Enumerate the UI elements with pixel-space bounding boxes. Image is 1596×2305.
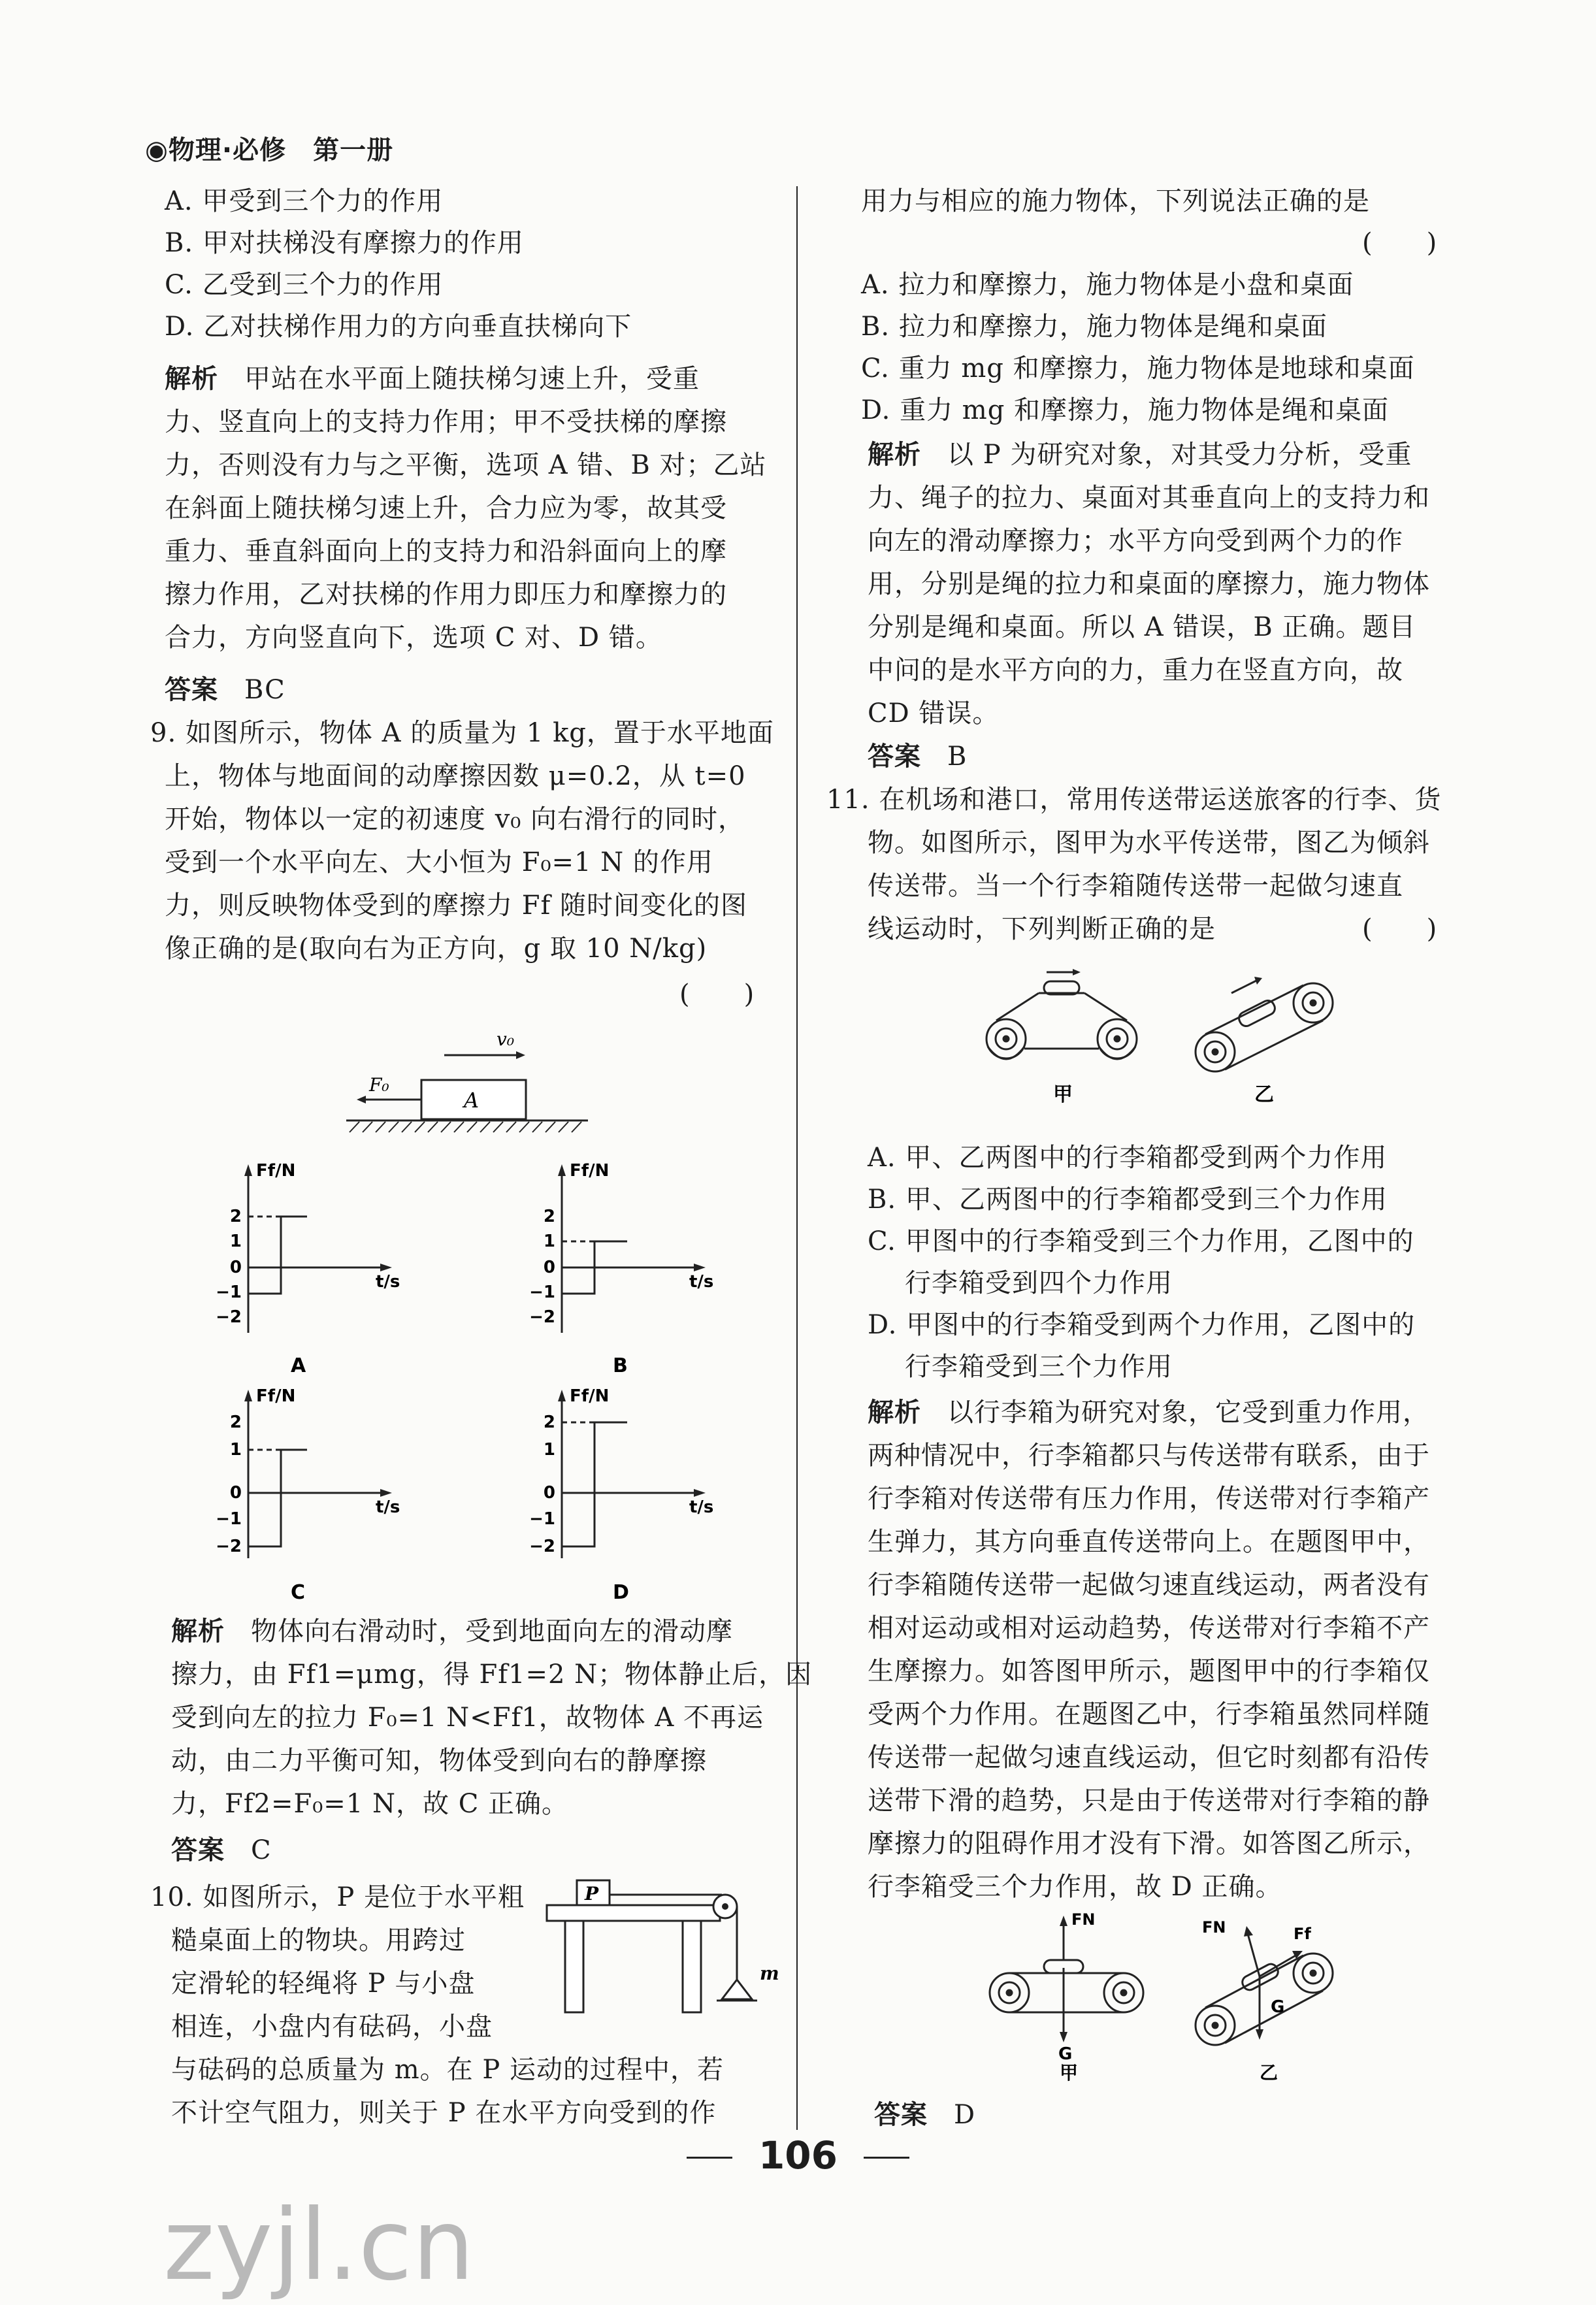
svg-text:−1: −1	[529, 1283, 555, 1302]
q11-analysis-line: 传送带一起做匀速直线运动，但它时刻都有沿传	[868, 1742, 1430, 1773]
svg-text:−2: −2	[216, 1307, 242, 1327]
analysis-label: 解析	[165, 364, 218, 394]
q8-analysis-line: 重力、垂直斜面向上的支持力和沿斜面向上的摩	[165, 536, 727, 566]
fig-label-yi: 乙	[1254, 1083, 1274, 1106]
force-g-label: G	[1271, 1997, 1285, 2017]
q11-analysis-line: 行李箱随传送带一起做匀速直线运动，两者没有	[868, 1570, 1430, 1600]
q11-option-c: C. 甲图中的行李箱受到三个力作用，乙图中的	[868, 1226, 1414, 1256]
q10-pulley-diagram	[539, 1875, 781, 2019]
q10-stem: 不计空气阻力，则关于 P 在水平方向受到的作	[171, 2098, 717, 2128]
q11-analysis-line: 相对运动或相对运动趋势，传送带对行李箱不产	[868, 1613, 1430, 1643]
q11-option-d: D. 甲图中的行李箱受到两个力作用，乙图中的	[868, 1310, 1416, 1340]
fig-label-jia: 甲	[1053, 1083, 1073, 1106]
svg-text:t/s: t/s	[689, 1497, 714, 1517]
svg-text:t/s: t/s	[376, 1497, 400, 1517]
q10-analysis-line: 向左的滑动摩擦力；水平方向受到两个力的作	[868, 526, 1403, 556]
v0-label: v₀	[497, 1028, 515, 1050]
q10-stem: 糙桌面上的物块。用跨过	[171, 1925, 466, 1955]
svg-text:−1: −1	[529, 1509, 555, 1529]
watermark: zyjl.cn	[163, 2189, 475, 2302]
block-a-label: A	[464, 1088, 480, 1113]
svg-text:0: 0	[229, 1258, 242, 1277]
q10-stem: 定滑轮的轻绳将 P 与小盘	[171, 1969, 476, 1999]
q8-analysis-line-1: 解析 甲站在水平面上随扶梯匀速上升，受重	[165, 364, 700, 394]
q11-analysis-line: 摩擦力的阻碍作用才没有下滑。如答图乙所示，	[868, 1829, 1430, 1859]
graph-a	[209, 1156, 400, 1379]
q10-option-a: A. 拉力和摩擦力，施力物体是小盘和桌面	[861, 270, 1354, 300]
graph-label-d: D	[613, 1581, 629, 1604]
svg-text:Ff/N: Ff/N	[570, 1161, 610, 1181]
block-p-label: P	[585, 1883, 599, 1904]
q11-force-diagram	[980, 1908, 1346, 2084]
q11-stem: 传送带。当一个行李箱随传送带一起做匀速直	[868, 871, 1403, 901]
q8-option-d: D. 乙对扶梯作用力的方向垂直扶梯向下	[165, 312, 632, 342]
q8-option-b: B. 甲对扶梯没有摩擦力的作用	[165, 228, 524, 258]
q8-option-c: C. 乙受到三个力的作用	[165, 270, 444, 300]
svg-text:1: 1	[543, 1440, 555, 1460]
f0-label: F₀	[369, 1074, 389, 1096]
q9-analysis-line: 受到向左的拉力 F₀=1 N<Ff1，故物体 A 不再运	[171, 1703, 764, 1733]
q9-stem: 开始，物体以一定的初速度 v₀ 向右滑行的同时，	[165, 804, 745, 834]
svg-text:2: 2	[229, 1413, 242, 1432]
svg-text:2: 2	[543, 1413, 555, 1432]
q8-analysis-line: 在斜面上随扶梯匀速上升，合力应为零，故其受	[165, 493, 727, 523]
svg-text:−2: −2	[216, 1537, 242, 1556]
q9-stem: 受到一个水平向左、大小恒为 F₀=1 N 的作用	[165, 847, 713, 877]
q11-analysis-line: 行李箱对传送带有压力作用，传送带对行李箱产	[868, 1484, 1430, 1514]
fig-label-jia: 甲	[1060, 2062, 1079, 2084]
q8-option-a: A. 甲受到三个力的作用	[165, 186, 444, 216]
graph-label-b: B	[613, 1354, 628, 1377]
q8-analysis-line: 力、竖直向上的支持力作用；甲不受扶梯的摩擦	[165, 407, 727, 437]
graph-label-a: A	[291, 1354, 306, 1377]
q11-analysis-line: 生弹力，其方向垂直传送带向上。在题图甲中，	[868, 1527, 1430, 1557]
q9-analysis-line: 动，由二力平衡可知，物体受到向右的静摩擦	[171, 1746, 707, 1776]
q11-analysis-line: 两种情况中，行李箱都只与传送带有联系，由于	[868, 1441, 1430, 1471]
svg-text:−2: −2	[529, 1537, 555, 1556]
axis-y-label: Ff/N	[256, 1161, 296, 1181]
running-header: ◉物理·必修 第一册	[145, 135, 394, 165]
q9-block-diagram	[340, 1022, 601, 1137]
q11-analysis-line: 生摩擦力。如答图甲所示，题图甲中的行李箱仅	[868, 1656, 1430, 1686]
q8-analysis-line: 合力，方向竖直向下，选项 C 对、D 错。	[165, 623, 662, 653]
q10-stem: 10. 如图所示，P 是位于水平粗	[150, 1882, 525, 1912]
q11-stem: 11. 在机场和港口，常用传送带运送旅客的行李、货	[826, 785, 1442, 815]
q10-stem: 与砝码的总质量为 m。在 P 运动的过程中，若	[171, 2055, 724, 2085]
q9-answer: 答案 C	[171, 1835, 272, 1865]
q8-analysis-line: 力，否则没有力与之平衡，选项 A 错、B 对；乙站	[165, 450, 767, 480]
svg-text:0: 0	[543, 1258, 555, 1277]
q10-analysis-line: CD 错误。	[868, 698, 1000, 728]
q10-analysis-line: 分别是绳和桌面。所以 A 错误，B 正确。题目	[868, 612, 1416, 642]
q8-analysis-line: 擦力作用，乙对扶梯的作用力即压力和摩擦力的	[165, 580, 727, 610]
q11-conveyor-diagram	[973, 967, 1359, 1124]
axis-x-label: t/s	[376, 1272, 400, 1292]
q10-analysis-line: 用，分别是绳的拉力和桌面的摩擦力，施力物体	[868, 569, 1430, 599]
q9-analysis-line: 擦力，由 Ff1=μmg，得 Ff1=2 N；物体静止后，因	[171, 1659, 813, 1690]
q10-stem: 相连，小盘内有砝码，小盘	[171, 2012, 493, 2042]
q10-option-b: B. 拉力和摩擦力，施力物体是绳和桌面	[861, 312, 1327, 342]
q11-analysis-line: 送带下滑的趋势，只是由于传送带对行李箱的静	[868, 1786, 1430, 1816]
svg-text:1: 1	[229, 1440, 242, 1460]
q11-analysis-line: 受两个力作用。在题图乙中，行李箱虽然同样随	[868, 1699, 1430, 1729]
svg-text:−1: −1	[216, 1283, 242, 1302]
q11-stem: 物。如图所示，图甲为水平传送带，图乙为倾斜	[868, 828, 1430, 858]
q10-analysis-line-1: 解析 以 P 为研究对象，对其受力分析，受重	[868, 440, 1412, 470]
graph-d	[523, 1382, 712, 1604]
q9-stem: 像正确的是(取向右为正方向，g 取 10 N/kg)	[165, 934, 708, 964]
q9-stem: 力，则反映物体受到的摩擦力 Ff 随时间变化的图	[165, 891, 747, 921]
q11-analysis-line-1: 解析 以行李箱为研究对象，它受到重力作用，	[868, 1398, 1429, 1428]
q10-option-d: D. 重力 mg 和摩擦力，施力物体是绳和桌面	[861, 395, 1390, 425]
graph-c	[209, 1382, 400, 1604]
q10-answer-paren: ( )	[1362, 228, 1438, 258]
svg-text:Ff/N: Ff/N	[256, 1386, 296, 1406]
q9-stem: 上，物体与地面间的动摩擦因数 μ=0.2，从 t=0	[165, 761, 746, 791]
svg-text:−1: −1	[216, 1509, 242, 1529]
ground-hatching	[350, 1122, 581, 1132]
q10-analysis-line: 力、绳子的拉力、桌面对其垂直向上的支持力和	[868, 483, 1430, 513]
q11-analysis-line: 行李箱受三个力作用，故 D 正确。	[868, 1872, 1282, 1902]
svg-text:Ff/N: Ff/N	[570, 1386, 610, 1406]
mass-m-label: m	[760, 1963, 779, 1984]
q11-option-b: B. 甲、乙两图中的行李箱都受到三个力作用	[868, 1185, 1388, 1215]
svg-text:1: 1	[229, 1232, 242, 1251]
q11-answer-paren: ( )	[1362, 914, 1438, 944]
q10-answer: 答案 B	[868, 742, 968, 772]
q11-option-c-cont: 行李箱受到四个力作用	[905, 1268, 1173, 1298]
svg-text:1: 1	[543, 1232, 555, 1251]
q11-option-a: A. 甲、乙两图中的行李箱都受到两个力作用	[868, 1143, 1388, 1173]
svg-text:−2: −2	[529, 1307, 555, 1327]
q11-answer: 答案 D	[874, 2100, 976, 2130]
q8-answer: 答案 BC	[165, 675, 285, 705]
q9-answer-paren: ( )	[679, 979, 755, 1009]
graph-label-c: C	[291, 1581, 306, 1604]
q10-stem-cont: 用力与相应的施力物体，下列说法正确的是	[861, 186, 1370, 216]
svg-text:0: 0	[229, 1483, 242, 1503]
q11-option-d-cont: 行李箱受到三个力作用	[905, 1352, 1173, 1382]
q9-stem: 9. 如图所示，物体 A 的质量为 1 kg，置于水平地面	[150, 718, 774, 748]
force-fn-label: FN	[1071, 1910, 1096, 1929]
force-g-label: G	[1058, 2044, 1073, 2064]
q11-stem: 线运动时，下列判断正确的是	[868, 914, 1216, 944]
graph-b	[523, 1156, 712, 1379]
svg-text:2: 2	[543, 1207, 555, 1226]
q10-option-c: C. 重力 mg 和摩擦力，施力物体是地球和桌面	[861, 353, 1415, 384]
svg-text:2: 2	[229, 1207, 242, 1226]
column-divider	[796, 186, 798, 2130]
svg-text:t/s: t/s	[689, 1272, 714, 1292]
svg-text:0: 0	[543, 1483, 555, 1503]
page-number: 106	[0, 2133, 1596, 2178]
force-fn-label: FN	[1202, 1918, 1226, 1937]
q10-analysis-line: 中问的是水平方向的力，重力在竖直方向，故	[868, 655, 1403, 685]
force-ff-label: Ff	[1294, 1925, 1311, 1943]
fig-label-yi: 乙	[1260, 2062, 1278, 2084]
q9-analysis-line-1: 解析 物体向右滑动时，受到地面向左的滑动摩	[171, 1616, 733, 1646]
q9-analysis-line: 力，Ff2=F₀=1 N，故 C 正确。	[171, 1789, 569, 1819]
